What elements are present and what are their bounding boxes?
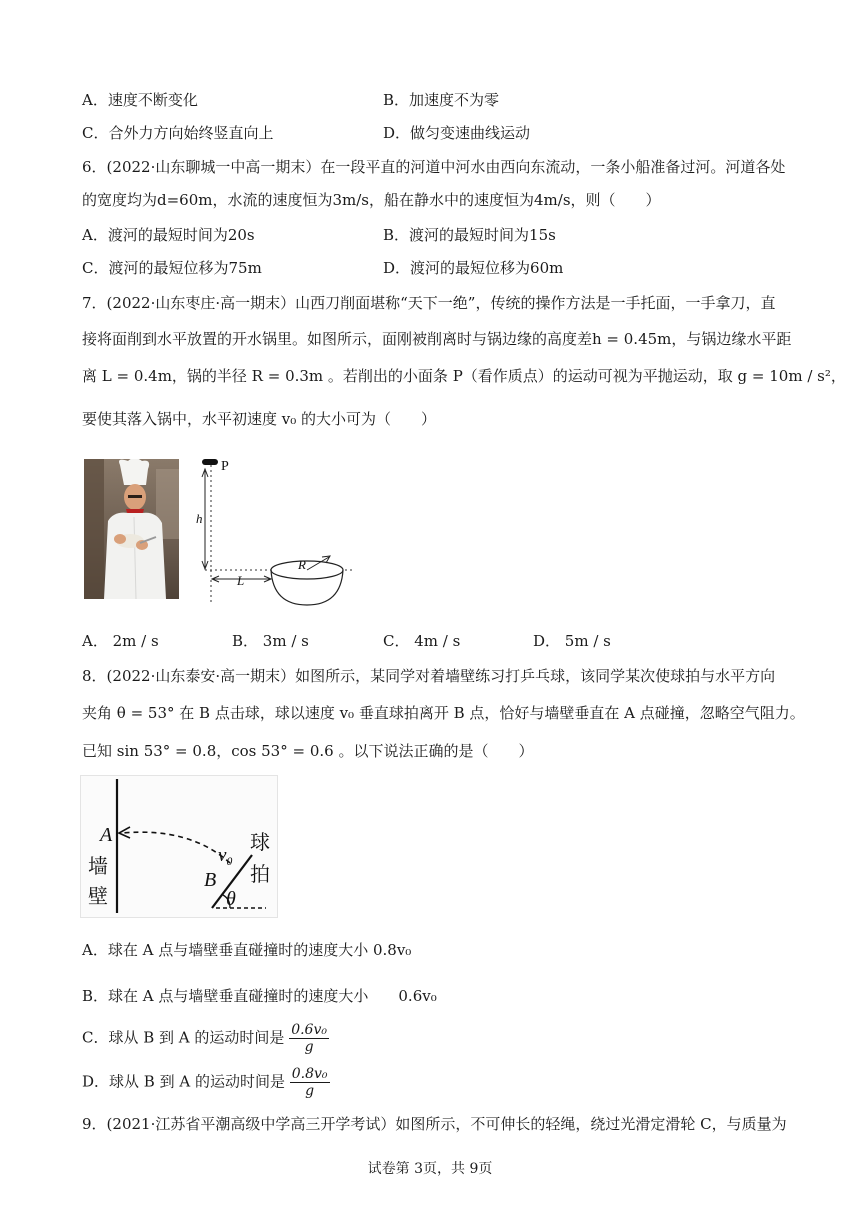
label-wall-1: 墙 — [88, 854, 108, 878]
q5-option-b: B．加速度不为零 — [383, 91, 500, 109]
q7-stem-line4: 要使其落入锅中，水平初速度 v₀ 的大小可为（ ） — [82, 410, 437, 428]
label-bat-1: 球 — [250, 830, 270, 854]
q9-stem-line1: 9．(2021·江苏省平潮高级中学高三开学考试）如图所示，不可伸长的轻绳，绕过光滑定滑轮 C，与质量为 — [82, 1115, 787, 1133]
q7-option-c: C． 4m / s — [383, 632, 461, 650]
q8-option-c — [82, 1022, 329, 1055]
label-wall-2: 壁 — [88, 884, 108, 908]
label-v0: v₀ — [218, 845, 234, 866]
q8-option-b: B．球在 A 点与墙壁垂直碰撞时的速度大小 0.6v₀ — [82, 987, 437, 1005]
q6-stem-line2: 的宽度均为d=60m，水流的速度恒为3m/s，船在静水中的速度恒为4m/s，则（ ） — [82, 191, 661, 209]
label-p: P — [221, 459, 229, 474]
q8-option-a: A．球在 A 点与墙壁垂直碰撞时的速度大小 0.8v₀ — [82, 941, 412, 959]
fraction-denominator: g — [304, 1039, 314, 1055]
q8-stem-line3: 已知 sin 53° = 0.8，cos 53° = 0.6 。以下说法正确的是（ ） — [82, 742, 534, 760]
q5-option-a: A．速度不断变化 — [82, 91, 198, 109]
q7-option-a: A． 2m / s — [82, 632, 159, 650]
q8-diagram — [80, 775, 278, 918]
fraction-numerator: 0.6v₀ — [291, 1022, 327, 1038]
q6-option-b: B．渡河的最短时间为15s — [383, 226, 556, 244]
q5-option-d: D．做匀变速曲线运动 — [383, 124, 531, 142]
page-footer: 试卷第 3页，共 9页 — [367, 1161, 493, 1177]
q6-option-a: A．渡河的最短时间为20s — [82, 226, 255, 244]
label-r: R — [298, 557, 306, 572]
label-l: L — [237, 573, 245, 588]
chef-photo — [84, 459, 179, 599]
q7-stem-line3: 离 L = 0.4m，锅的半径 R = 0.3m 。若削出的小面条 P（看作质点）的运动可视为平抛运动，取 g = 10m / s²， — [82, 367, 846, 385]
q8-option-c-fraction — [289, 1022, 329, 1055]
q5-option-c: C．合外力方向始终竖直向上 — [82, 124, 274, 142]
label-bat-2: 拍 — [250, 862, 270, 886]
q8-stem-line1: 8．(2022·山东泰安·高一期末）如图所示，某同学对着墙壁练习打乒乓球，该同学某次使球拍与水平方向 — [82, 667, 776, 685]
q7-option-d: D． 5m / s — [533, 632, 611, 650]
q7-stem-line2: 接将面削到水平放置的开水锅里。如图所示，面刚被削离时与锅边缘的高度差h = 0.45m，与锅边缘水平距 — [82, 330, 792, 348]
q8-stem-line2: 夹角 θ = 53° 在 B 点击球，球以速度 v₀ 垂直球拍离开 B 点，恰好与墙壁垂直在 A 点碰撞，忽略空气阻力。 — [82, 704, 805, 722]
label-a: A — [100, 824, 113, 846]
fraction-denominator: g — [305, 1083, 315, 1099]
label-theta: θ — [226, 888, 236, 910]
q6-stem-line1: 6．(2022·山东聊城一中高一期末）在一段平直的河道中河水由西向东流动，一条小船准备过河。河道各处 — [82, 158, 786, 176]
q7-stem-line1: 7．(2022·山东枣庄·高一期末）山西刀削面堪称“天下一绝”，传统的操作方法是一手托面，一手拿刀，直 — [82, 294, 776, 312]
fraction-numerator: 0.8v₀ — [291, 1066, 328, 1082]
dough-piece-p — [202, 459, 218, 465]
q7-diagram — [195, 455, 360, 610]
q8-option-c-text: C．球从 B 到 A 的运动时间是 — [82, 1028, 285, 1047]
q6-option-c: C．渡河的最短位移为75m — [82, 259, 262, 277]
q7-option-b: B． 3m / s — [232, 632, 309, 650]
q8-option-d-fraction — [290, 1066, 330, 1099]
label-h: h — [196, 511, 203, 526]
q8-option-d — [82, 1066, 330, 1099]
label-b: B — [204, 869, 217, 891]
q8-option-d-text: D．球从 B 到 A 的运动时间是 — [82, 1072, 285, 1091]
q6-option-d: D．渡河的最短位移为60m — [383, 259, 564, 277]
